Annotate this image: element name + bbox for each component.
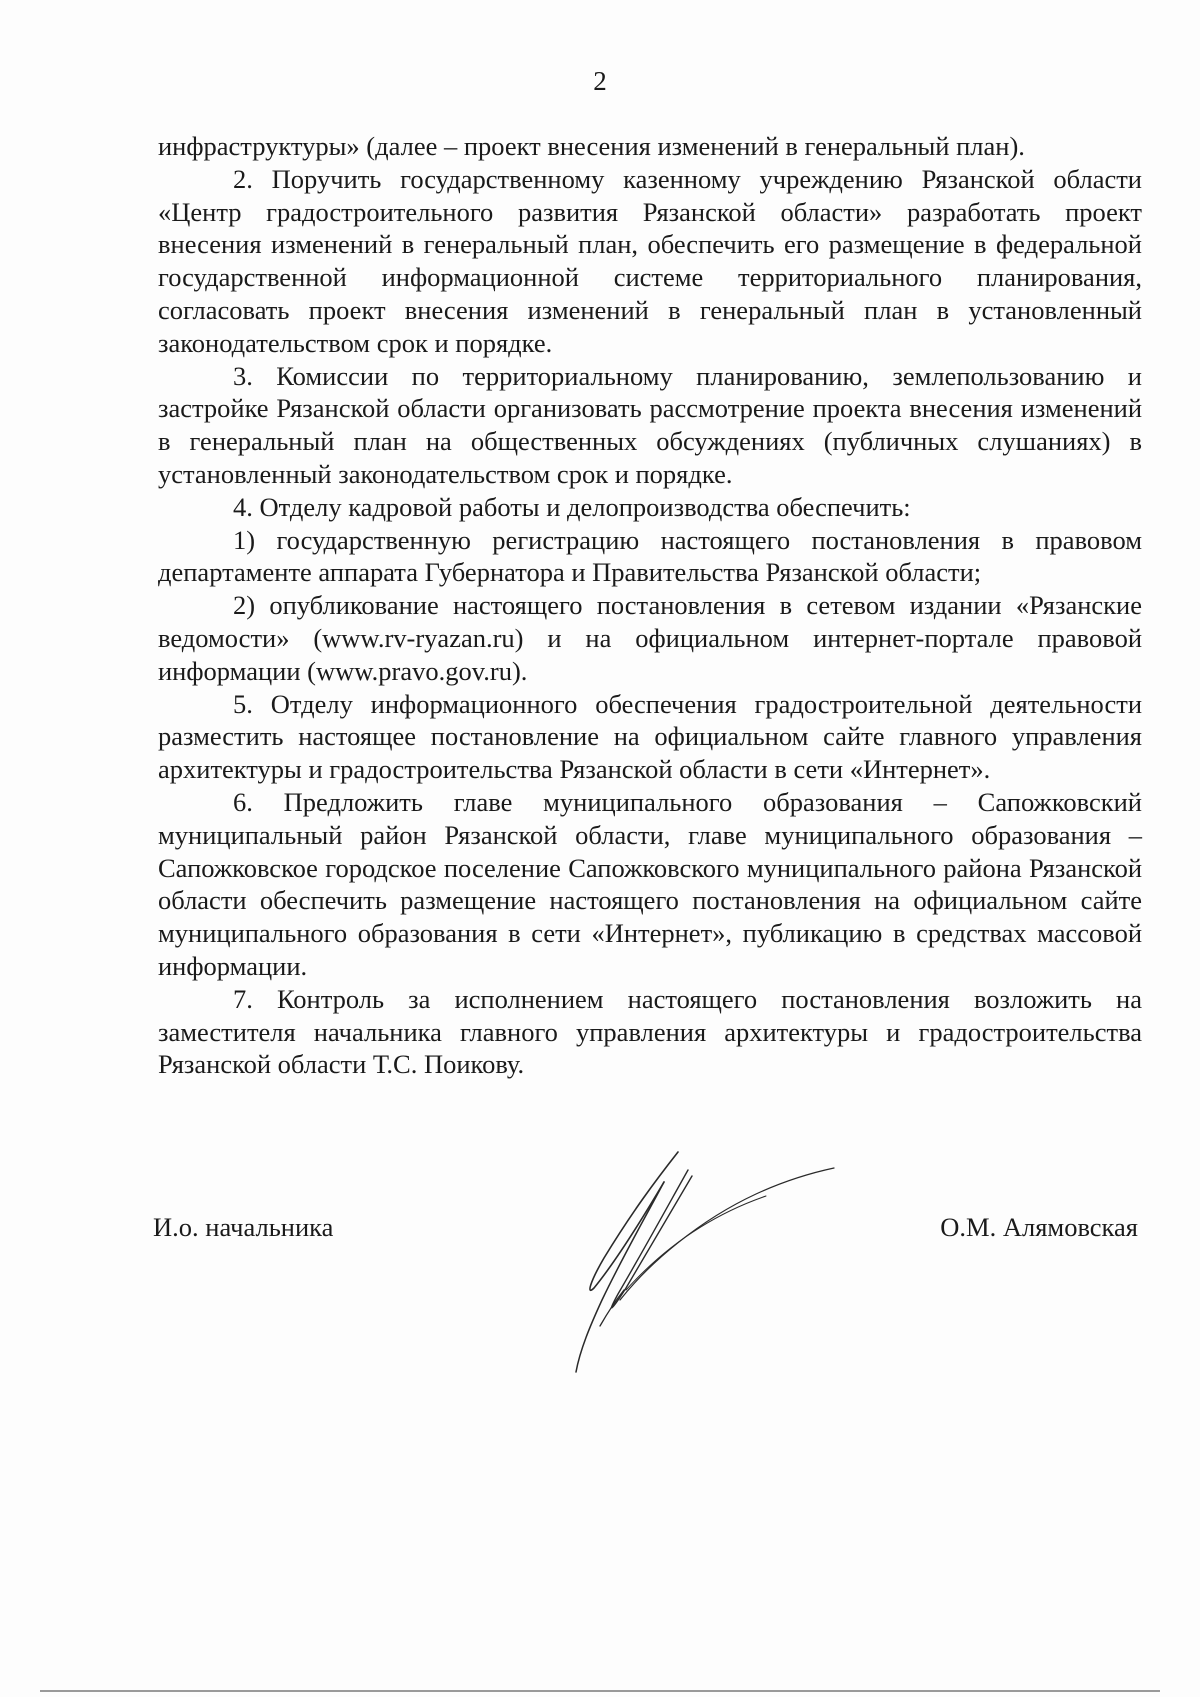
paragraph-item-6: 6. Предложить главе муниципального образования – Сапожковский муниципальный район Рязанской области, главе муниципального образования – Сапожковское городское поселение Сапожковского муниципального района Рязанской области обеспечить размещение настоящего постановления на официальном сайте муниципального образования в сети «Интернет», публикацию в средствах массовой информации. (158, 786, 1142, 981)
paragraph-subitem-2: 2) опубликование настоящего постановления в сетевом издании «Рязанские ведомости» (www.rv-ryazan.ru) и на официальном интернет-портале правовой информации (www.pravo.gov.ru). (158, 590, 1142, 686)
page-number: 2 (593, 66, 607, 96)
paragraph-item-2: 2. Поручить государственному казенному учреждению Рязанской области «Центр градостроительного развития Рязанской области» разработать проект внесения изменений в генеральный план, обеспечить его размещение в федеральной государственной информационной системе территориального планирования, согласовать проект внесения изменений в генеральный план в установленный законодательством срок и порядке. (158, 163, 1142, 358)
paragraph-subitem-1: 1) государственную регистрацию настоящего постановления в правовом департаменте аппарата Губернатора и Правительства Рязанской области; (158, 524, 1142, 588)
document-body (158, 130, 1142, 1081)
handwritten-signature (560, 1150, 840, 1380)
paragraph-item-3: 3. Комиссии по территориальному планированию, землепользованию и застройке Рязанской области организовать рассмотрение проекта внесения изменений в генеральный план на общественных обсуждениях (публичных слушаниях) в установленный законодательством срок и порядке. (158, 360, 1142, 489)
page-bottom-edge (40, 1690, 1160, 1692)
signatory-title: И.о. начальника (153, 1212, 334, 1242)
paragraph-item-7: 7. Контроль за исполнением настоящего постановления возложить на заместителя начальника главного управления архитектуры и градостроительства Рязанской области Т.С. Поикову. (158, 983, 1142, 1080)
paragraph-continuation: инфраструктуры» (далее – проект внесения изменений в генеральный план). (158, 131, 1025, 161)
paragraph-item-5: 5. Отделу информационного обеспечения градостроительной деятельности разместить настоящее постановление на официальном сайте главного управления архитектуры и градостроительства Рязанской области в сети «Интернет». (158, 688, 1142, 785)
paragraph-item-4: 4. Отделу кадровой работы и делопроизводства обеспечить: (233, 491, 911, 522)
signatory-name: О.М. Алямовская (940, 1212, 1138, 1242)
